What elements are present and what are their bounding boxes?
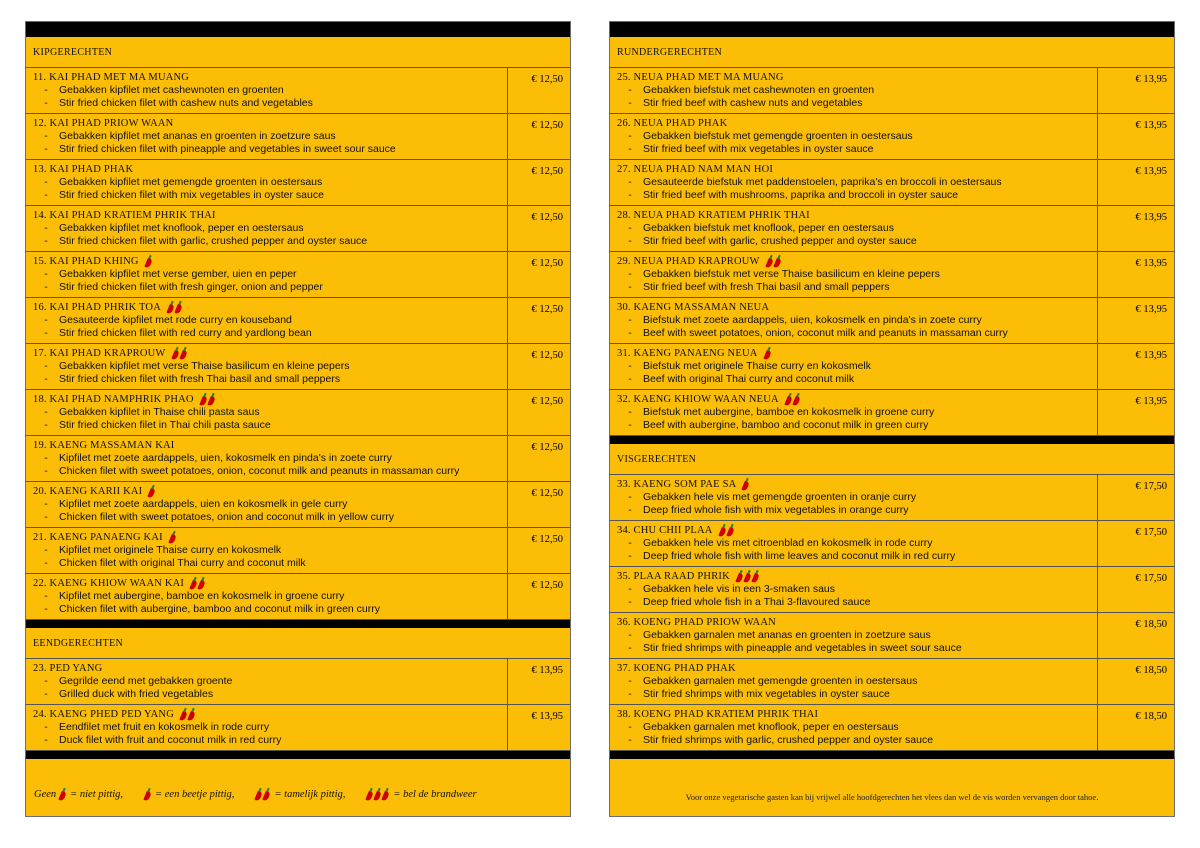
- spiciness-indicator: [736, 570, 760, 583]
- menu-item-description-en: - Stir fried chicken filet in Thai chili pasta sauce: [33, 419, 507, 432]
- menu-item-description-nl: - Gebakken biefstuk met gemengde groenten in oestersaus: [617, 130, 1097, 143]
- pepper-icon: [766, 255, 773, 268]
- section-divider-bar: [26, 619, 570, 628]
- menu-item-price: € 13,95: [1097, 206, 1174, 251]
- header-bar: [610, 22, 1174, 37]
- spiciness-indicator: [190, 577, 206, 590]
- menu-item-title: 30. KAENG MASSAMAN NEUA: [617, 302, 770, 313]
- menu-item: [26, 205, 570, 251]
- menu-item-description-nl: - Gegrilde eend met gebakken groente: [33, 675, 507, 688]
- menu-item-title: 28. NEUA PHAD KRATIEM PHRIK THAI: [617, 210, 810, 221]
- menu-item-price: € 13,95: [1097, 160, 1174, 205]
- menu-item-description-nl: - Gesauteerde kipfilet met rode curry en kouseband: [33, 314, 507, 327]
- menu-item-title-row: [33, 71, 507, 84]
- menu-item-body: [610, 659, 1097, 704]
- menu-item-description-nl: - Gebakken biefstuk met verse Thaise basilicum en kleine pepers: [617, 268, 1097, 281]
- menu-item-price: € 18,50: [1097, 705, 1174, 750]
- menu-item-title-row: [617, 209, 1097, 222]
- menu-item-body: [26, 344, 507, 389]
- menu-item-body: [610, 68, 1097, 113]
- menu-item-description-nl: - Kipfilet met zoete aardappels, uien en kokosmelk in gele curry: [33, 498, 507, 511]
- menu-item-price: € 13,95: [1097, 252, 1174, 297]
- menu-item-title-row: [617, 301, 1097, 314]
- menu-item-description-en: - Stir fried shrimps with garlic, crushed pepper and oyster sauce: [617, 734, 1097, 747]
- pepper-icon: [742, 478, 749, 491]
- menu-item-price: € 12,50: [507, 528, 570, 573]
- menu-item-title-row: [617, 662, 1097, 675]
- menu-item-description-en: - Stir fried shrimps with pineapple and vegetables in sweet sour sauce: [617, 642, 1097, 655]
- menu-item-body: [610, 344, 1097, 389]
- menu-item-body: [26, 114, 507, 159]
- menu-item-price: € 12,50: [507, 298, 570, 343]
- menu-item-title: 17. KAI PHAD KRAPROUW: [33, 348, 166, 359]
- menu-item-title-row: [33, 209, 507, 222]
- menu-item-description-en: - Beef with sweet potatoes, onion, coconut milk and peanuts in massaman curry: [617, 327, 1097, 340]
- menu-item: [610, 389, 1174, 435]
- menu-item-price: € 13,95: [1097, 68, 1174, 113]
- menu-item-description-nl: - Gebakken kipfilet met verse Thaise basilicum en kleine pepers: [33, 360, 507, 373]
- menu-item-description-nl: - Gebakken garnalen met knoflook, peper en oestersaus: [617, 721, 1097, 734]
- category-heading: EENDGERECHTEN: [33, 637, 123, 649]
- menu-item-title: 33. KAENG SOM PAE SA: [617, 479, 737, 490]
- menu-item-description-nl: - Kipfilet met zoete aardappels, uien, kokosmelk en pinda's in zoete curry: [33, 452, 507, 465]
- spiciness-indicator: [742, 478, 750, 491]
- menu-item-price: € 13,95: [1097, 344, 1174, 389]
- menu-item: [610, 113, 1174, 159]
- menu-item-title: 35. PLAA RAAD PHRIK: [617, 571, 730, 582]
- menu-item-price: € 12,50: [507, 436, 570, 481]
- menu-item-title-row: [33, 347, 507, 360]
- menu-item-description-en: - Stir fried beef with mix vegetables in oyster sauce: [617, 143, 1097, 156]
- menu-item-title-row: [617, 255, 1097, 268]
- menu-item-title: 19. KAENG MASSAMAN KAI: [33, 440, 175, 451]
- pepper-icon: [785, 393, 792, 406]
- pepper-icon: [366, 788, 373, 801]
- menu-item-description-en: - Stir fried beef with garlic, crushed pepper and oyster sauce: [617, 235, 1097, 248]
- menu-item: [610, 704, 1174, 750]
- menu-item-title: 11. KAI PHAD MET MA MUANG: [33, 72, 190, 83]
- menu-item-description-en: - Deep fried whole fish with mix vegetables in orange curry: [617, 504, 1097, 517]
- menu-item-description-nl: - Gesauteerde biefstuk met paddenstoelen, paprika's en broccoli in oestersaus: [617, 176, 1097, 189]
- menu-item-description-en: - Beef with original Thai curry and coconut milk: [617, 373, 1097, 386]
- menu-item-description-nl: - Kipfilet met originele Thaise curry en kokosmelk: [33, 544, 507, 557]
- menu-item-description-en: - Beef with aubergine, bamboo and coconut milk in green curry: [617, 419, 1097, 432]
- pepper-icon: [167, 301, 174, 314]
- menu-item-description-nl: - Gebakken garnalen met gemengde groenten in oestersaus: [617, 675, 1097, 688]
- menu-item-description-en: - Stir fried beef with cashew nuts and vegetables: [617, 97, 1097, 110]
- pepper-icon: [744, 570, 751, 583]
- menu-item-description-nl: - Gebakken kipfilet met cashewnoten en groenten: [33, 84, 507, 97]
- menu-item: [26, 481, 570, 527]
- pepper-icon: [200, 393, 207, 406]
- menu-page-left: [25, 21, 571, 817]
- menu-item-title-row: [617, 478, 1097, 491]
- menu-item-description-nl: - Gebakken biefstuk met cashewnoten en groenten: [617, 84, 1097, 97]
- menu-item-body: [610, 705, 1097, 750]
- menu-item-body: [26, 528, 507, 573]
- menu-item: [610, 343, 1174, 389]
- pepper-icon: [175, 301, 182, 314]
- pepper-icon: [382, 788, 389, 801]
- menu-item-title-row: [33, 255, 507, 268]
- menu-item-title-row: [33, 708, 507, 721]
- menu-item-price: € 12,50: [507, 574, 570, 619]
- category-heading: VISGERECHTEN: [617, 453, 697, 465]
- pepper-icon: [736, 570, 743, 583]
- menu-item: [610, 251, 1174, 297]
- category-heading: RUNDERGERECHTEN: [617, 46, 723, 58]
- menu-item-title-row: [33, 531, 507, 544]
- legend-three-peppers: [366, 788, 390, 801]
- pepper-icon: [180, 708, 187, 721]
- menu-item-title: 14. KAI PHAD KRATIEM PHRIK THAI: [33, 210, 216, 221]
- menu-item: [26, 297, 570, 343]
- menu-item-title: 26. NEUA PHAD PHAK: [617, 118, 728, 129]
- menu-item-title-row: [617, 524, 1097, 537]
- spiciness-indicator: [169, 531, 177, 544]
- menu-item-description-en: - Stir fried chicken filet with mix vegetables in oyster sauce: [33, 189, 507, 202]
- spiciness-indicator: [200, 393, 216, 406]
- menu-item: [26, 389, 570, 435]
- menu-page-right: [609, 21, 1175, 817]
- pepper-icon: [774, 255, 781, 268]
- spiciness-indicator: [764, 347, 772, 360]
- menu-item-title-row: [33, 117, 507, 130]
- menu-item-description-en: - Chicken filet with aubergine, bamboo and coconut milk in green curry: [33, 603, 507, 616]
- menu-item-description-nl: - Gebakken kipfilet met ananas en groenten in zoetzure saus: [33, 130, 507, 143]
- pepper-icon: [59, 788, 66, 801]
- spiciness-indicator: [180, 708, 196, 721]
- vegetarian-note: Voor onze vegetarische gasten kan bij vrijwel alle hoofdgerechten het vlees dan wel de vis worden vervangen door tahoe.: [685, 792, 1099, 802]
- menu-item-description-en: - Stir fried chicken filet with fresh Thai basil and small peppers: [33, 373, 507, 386]
- menu-item-body: [26, 482, 507, 527]
- menu-item-title: 32. KAENG KHIOW WAAN NEUA: [617, 394, 779, 405]
- menu-item-description-en: - Grilled duck with fried vegetables: [33, 688, 507, 701]
- pepper-icon: [188, 708, 195, 721]
- menu-item-body: [610, 252, 1097, 297]
- menu-item-title-row: [617, 117, 1097, 130]
- spiciness-indicator: [145, 255, 153, 268]
- pepper-icon: [198, 577, 205, 590]
- menu-item: [610, 474, 1174, 520]
- menu-item-title: 16. KAI PHAD PHRIK TOA: [33, 302, 161, 313]
- menu-item: [610, 612, 1174, 658]
- menu-item-body: [26, 160, 507, 205]
- menu-item: [26, 67, 570, 113]
- menu-item-price: € 12,50: [507, 68, 570, 113]
- menu-item-price: € 12,50: [507, 390, 570, 435]
- menu-item: [610, 205, 1174, 251]
- header-bar: [26, 22, 570, 37]
- footer-bar: [610, 750, 1174, 759]
- menu-item-price: € 12,50: [507, 206, 570, 251]
- category-heading: KIPGERECHTEN: [33, 46, 113, 58]
- menu-item-title: 27. NEUA PHAD NAM MAN HOI: [617, 164, 774, 175]
- menu-item-description-nl: - Gebakken kipfilet met verse gember, uien en peper: [33, 268, 507, 281]
- pepper-icon: [374, 788, 381, 801]
- menu-item: [26, 704, 570, 750]
- menu-item-body: [26, 705, 507, 750]
- menu-item-description-en: - Duck filet with fruit and coconut milk in red curry: [33, 734, 507, 747]
- menu-item: [26, 573, 570, 619]
- menu-item-title: 29. NEUA PHAD KRAPROUW: [617, 256, 760, 267]
- menu-item-description-en: - Chicken filet with sweet potatoes, onion and coconut milk in yellow curry: [33, 511, 507, 524]
- pepper-icon: [793, 393, 800, 406]
- menu-item-price: € 12,50: [507, 344, 570, 389]
- menu-item-price: € 12,50: [507, 252, 570, 297]
- menu-item-title-row: [33, 662, 507, 675]
- menu-item-body: [26, 252, 507, 297]
- menu-item-body: [610, 567, 1097, 612]
- menu-item-title: 25. NEUA PHAD MET MA MUANG: [617, 72, 784, 83]
- menu-item: [26, 435, 570, 481]
- menu-item-body: [26, 298, 507, 343]
- menu-item-description-nl: - Gebakken hele vis met gemengde groenten in oranje curry: [617, 491, 1097, 504]
- menu-item-description-nl: - Kipfilet met aubergine, bamboe en kokosmelk in groene curry: [33, 590, 507, 603]
- legend-none-label: Geen: [34, 788, 57, 800]
- menu-item-body: [610, 613, 1097, 658]
- menu-item-description-nl: - Gebakken kipfilet in Thaise chili pasta saus: [33, 406, 507, 419]
- menu-item-body: [610, 390, 1097, 435]
- menu-item-body: [610, 475, 1097, 520]
- spiciness-indicator: [766, 255, 782, 268]
- menu-item-body: [26, 436, 507, 481]
- menu-item-title: 21. KAENG PANAENG KAI: [33, 532, 163, 543]
- menu-item: [26, 251, 570, 297]
- menu-item: [26, 343, 570, 389]
- pepper-icon: [144, 788, 151, 801]
- spiciness-indicator: [172, 347, 188, 360]
- legend-one-pepper: [144, 788, 152, 801]
- menu-item-body: [26, 390, 507, 435]
- menu-item-title-row: [33, 163, 507, 176]
- menu-item-price: € 13,95: [507, 705, 570, 750]
- menu-item-description-nl: - Biefstuk met aubergine, bamboe en kokosmelk in groene curry: [617, 406, 1097, 419]
- menu-item-title: 22. KAENG KHIOW WAAN KAI: [33, 578, 185, 589]
- menu-item-description-nl: - Gebakken kipfilet met gemengde groenten in oestersaus: [33, 176, 507, 189]
- menu-item-description-nl: - Biefstuk met zoete aardappels, uien, kokosmelk en pinda's in zoete curry: [617, 314, 1097, 327]
- menu-item-description-en: - Stir fried chicken filet with pineapple and vegetables in sweet sour sauce: [33, 143, 507, 156]
- menu-item-description-en: - Chicken filet with sweet potatoes, onion, coconut milk and peanuts in massaman curry: [33, 465, 507, 478]
- pepper-icon: [263, 788, 270, 801]
- menu-item-price: € 17,50: [1097, 475, 1174, 520]
- menu-item-price: € 13,95: [507, 659, 570, 704]
- menu-item-description-nl: - Eendfilet met fruit en kokosmelk in rode curry: [33, 721, 507, 734]
- section-divider-bar: [610, 435, 1174, 444]
- spiciness-indicator: [167, 301, 183, 314]
- pepper-icon: [727, 524, 734, 537]
- menu-item-description-en: - Stir fried chicken filet with garlic, crushed pepper and oyster sauce: [33, 235, 507, 248]
- menu-item-title: 31. KAENG PANAENG NEUA: [617, 348, 758, 359]
- menu-item-title: 37. KOENG PHAD PHAK: [617, 663, 736, 674]
- spiciness-legend: [26, 772, 570, 816]
- menu-item-description-nl: - Gebakken hele vis in een 3-smaken saus: [617, 583, 1097, 596]
- menu-item-title-row: [33, 393, 507, 406]
- pepper-icon: [169, 531, 176, 544]
- spiciness-indicator: [148, 485, 156, 498]
- pepper-icon: [255, 788, 262, 801]
- menu-item-price: € 18,50: [1097, 659, 1174, 704]
- pepper-icon: [208, 393, 215, 406]
- menu-item-title: 36. KOENG PHAD PRIOW WAAN: [617, 617, 776, 628]
- menu-item-description-nl: - Gebakken biefstuk met knoflook, peper en oestersaus: [617, 222, 1097, 235]
- menu-item-description-en: - Stir fried shrimps with mix vegetables in oyster sauce: [617, 688, 1097, 701]
- menu-item-title-row: [33, 577, 507, 590]
- pepper-icon: [148, 485, 155, 498]
- legend-two-peppers: [255, 788, 271, 801]
- menu-item-title-row: [33, 439, 507, 452]
- menu-item-title: 12. KAI PHAD PRIOW WAAN: [33, 118, 174, 129]
- menu-item-body: [26, 574, 507, 619]
- spiciness-indicator: [719, 524, 735, 537]
- menu-item-title: 24. KAENG PHED PED YANG: [33, 709, 175, 720]
- menu-item-title: 34. CHU CHII PLAA: [617, 525, 713, 536]
- menu-item: [610, 520, 1174, 566]
- menu-item-description-en: - Stir fried beef with fresh Thai basil and small peppers: [617, 281, 1097, 294]
- menu-item: [26, 658, 570, 704]
- right-sections: [610, 37, 1174, 759]
- menu-item-title: 38. KOENG PHAD KRATIEM PHRIK THAI: [617, 709, 819, 720]
- menu-item-body: [610, 114, 1097, 159]
- menu-item-description-nl: - Gebakken kipfilet met knoflook, peper en oestersaus: [33, 222, 507, 235]
- menu-item-price: € 13,95: [1097, 114, 1174, 159]
- menu-item: [610, 658, 1174, 704]
- pepper-icon: [180, 347, 187, 360]
- menu-item-price: € 13,95: [1097, 390, 1174, 435]
- menu-item-description-en: - Stir fried chicken filet with fresh ginger, onion and pepper: [33, 281, 507, 294]
- menu-item-body: [610, 298, 1097, 343]
- pepper-icon: [172, 347, 179, 360]
- menu-item-description-nl: - Gebakken garnalen met ananas en groenten in zoetzure saus: [617, 629, 1097, 642]
- menu-item-description-en: - Chicken filet with original Thai curry and coconut milk: [33, 557, 507, 570]
- menu-item-price: € 13,95: [1097, 298, 1174, 343]
- menu-item: [610, 566, 1174, 612]
- menu-item-title: 15. KAI PHAD KHING: [33, 256, 139, 267]
- pepper-icon: [752, 570, 759, 583]
- menu-item-title-row: [617, 708, 1097, 721]
- pepper-icon: [145, 255, 152, 268]
- menu-item-price: € 12,50: [507, 482, 570, 527]
- menu-item-title: 18. KAI PHAD NAMPHRIK PHAO: [33, 394, 194, 405]
- menu-item-title-row: [33, 485, 507, 498]
- left-sections: [26, 37, 570, 759]
- menu-item-price: € 12,50: [507, 160, 570, 205]
- menu-item: [26, 527, 570, 573]
- menu-item-price: € 12,50: [507, 114, 570, 159]
- menu-item-description-en: - Stir fried chicken filet with red curry and yardlong bean: [33, 327, 507, 340]
- footer-bar: [26, 750, 570, 759]
- legend-three-text: = bel de brandweer: [393, 788, 477, 800]
- menu-item-description-en: - Deep fried whole fish with lime leaves and coconut milk in red curry: [617, 550, 1097, 563]
- menu-item: [610, 297, 1174, 343]
- menu-item-title-row: [617, 393, 1097, 406]
- menu-item-title-row: [617, 616, 1097, 629]
- menu-item-description-en: - Deep fried whole fish in a Thai 3-flavoured sauce: [617, 596, 1097, 609]
- menu-item-price: € 17,50: [1097, 521, 1174, 566]
- menu-item-price: € 18,50: [1097, 613, 1174, 658]
- menu-item-title-row: [617, 347, 1097, 360]
- menu-item-price: € 17,50: [1097, 567, 1174, 612]
- menu-item-description-nl: - Gebakken hele vis met citroenblad en kokosmelk in rode curry: [617, 537, 1097, 550]
- menu-item-description-en: - Stir fried chicken filet with cashew nuts and vegetables: [33, 97, 507, 110]
- menu-item: [610, 159, 1174, 205]
- menu-item-body: [26, 206, 507, 251]
- pepper-icon: [719, 524, 726, 537]
- menu-item-title: 20. KAENG KARII KAI: [33, 486, 143, 497]
- legend-none-text: = niet pittig,: [70, 788, 124, 800]
- menu-item-body: [610, 160, 1097, 205]
- menu-item: [26, 159, 570, 205]
- menu-item-title: 23. PED YANG: [33, 663, 103, 674]
- menu-item-description-en: - Stir fried beef with mushrooms, paprika and broccoli in oyster sauce: [617, 189, 1097, 202]
- menu-item: [26, 113, 570, 159]
- spiciness-indicator: [785, 393, 801, 406]
- menu-item-body: [26, 659, 507, 704]
- menu-item-title: 13. KAI PHAD PHAK: [33, 164, 134, 175]
- menu-item-title-row: [617, 71, 1097, 84]
- menu-item-title-row: [617, 570, 1097, 583]
- menu-item-body: [610, 206, 1097, 251]
- menu-item-body: [610, 521, 1097, 566]
- menu-item: [610, 67, 1174, 113]
- menu-item-title-row: [33, 301, 507, 314]
- legend-two-text: = tamelijk pittig,: [274, 788, 346, 800]
- menu-item-description-nl: - Biefstuk met originele Thaise curry en kokosmelk: [617, 360, 1097, 373]
- pepper-icon: [764, 347, 771, 360]
- pepper-icon: [190, 577, 197, 590]
- legend-one-text: = een beetje pittig,: [155, 788, 235, 800]
- menu-item-body: [26, 68, 507, 113]
- legend-one-pepper: [59, 788, 67, 801]
- menu-item-title-row: [617, 163, 1097, 176]
